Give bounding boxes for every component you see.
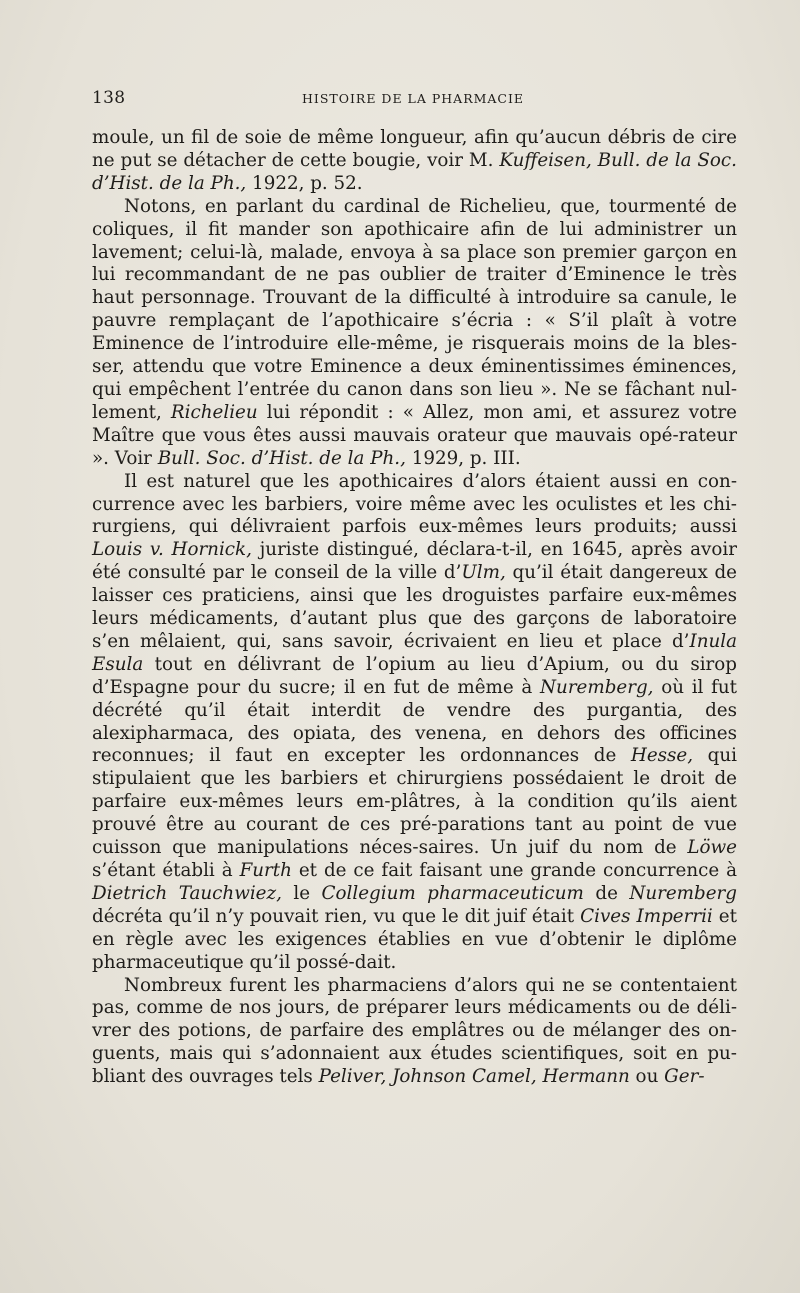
text-run: qu’il était dangereux de laisser ces praticiens, ainsi que les droguistes parfaire eux-mêmes leurs médicaments, d’autant plus que des garçons de laboratoire s’en mêlaient, qui, sans savoir, écrivaient en lieu et place d’ — [92, 562, 738, 652]
text-run: décréta qu’il n’y pouvait rien, vu que le dit juif était — [92, 905, 581, 927]
text-run: où il fut décrété qu’il était interdit de vendre des purgantia, des alexipharmaca, des opiata, des venena, en dehors des officines reconnues; il faut en excepter les ordonnances de — [92, 676, 738, 767]
running-title: HISTOIRE DE LA PHARMACIE — [302, 91, 525, 106]
italic-run: Ulm, — [461, 562, 506, 584]
text-run: de — [583, 882, 630, 904]
italic-run: Louis v. Hornick, — [92, 539, 252, 561]
body-text — [92, 127, 737, 1089]
italic-run: Kuffeisen, Bull. de la Soc. d’Hist. de la Ph., — [92, 149, 737, 194]
page-number: 138 — [92, 88, 126, 108]
italic-run: Richelieu — [170, 401, 258, 423]
text-run: lui répondit : « Allez, mon ami, et assurez votre Maître que vous êtes aussi mauvais orateur que mauvais opé-rateur ». Voir — [92, 401, 738, 469]
text-run: Il est naturel que les apothicaires d’alors étaient aussi en con-currence avec les barbiers, voire même avec les oculistes et les chi-rurgiens, qui délivraient parfois eux-mêmes leurs produits; aussi — [92, 470, 737, 538]
italic-run: Cives Imperrii — [580, 905, 713, 927]
page-header — [92, 88, 737, 110]
italic-run: Ger- — [664, 1066, 705, 1088]
text-run: et de ce fait faisant une grande concurrence à — [291, 860, 737, 881]
paragraph — [92, 127, 737, 196]
paragraph — [92, 471, 737, 975]
text-run: 1929, p. III. — [405, 447, 521, 469]
text-run: et en règle avec les exigences établies en vue d’obtenir le diplôme pharmaceutique qu’il possé-dait. — [92, 905, 737, 973]
text-run: ou — [629, 1066, 665, 1088]
text-run: s’étant établi à — [92, 860, 240, 881]
italic-run: Dietrich Tauchwiez, — [92, 882, 282, 904]
text-run: moule, un fil de soie de même longueur, afin qu’aucun débris de cire ne put se détacher de cette bougie, voir M. — [92, 127, 737, 171]
italic-run: Nuremberg, — [540, 676, 654, 698]
text-run: tout en délivrant de l’opium au lieu d’Apium, ou du sirop d’Espagne pour du sucre; il en fut de même à — [92, 653, 737, 698]
text-run: Nombreux furent les pharmaciens d’alors qui ne se contentaient pas, comme de nos jours, de préparer leurs médicaments ou de déli-vrer des potions, de parfaire des emplâtres ou de mélanger des on-guents, mais qui s’adonnaient aux études scientifiques, soit en pu-bliant des ouvrages tels — [92, 974, 737, 1088]
italic-run: Collegium pharmaceuticum — [321, 882, 584, 904]
text-run: 1922, p. 52. — [246, 172, 363, 194]
italic-run: Nuremberg — [629, 882, 737, 904]
italic-run: Peliver, Johnson Camel, Hermann — [318, 1066, 630, 1088]
italic-run: Hesse, — [630, 745, 694, 767]
text-run: juriste distingué, déclara-t-il, en 1645, après avoir été consulté par le conseil de la ville d’ — [92, 539, 737, 584]
italic-run: Inula Esula — [92, 630, 737, 675]
text-run: Notons, en parlant du cardinal de Richelieu, que, tourmenté de coliques, il fit mander son apothicaire afin de lui administrer un lavement; celui-là, malade, envoya à sa place son premier garçon en lui recommandant de ne pas oublier de traiter d’Eminence le très haut personnage. Trouvant de la difficulté à introduire sa canule, le pauvre remplaçant de l’apothicaire s’écria : « S’il plaît à votre Eminence de l’introduire elle-même, je risquerais moins de la bles-ser, attendu que votre Eminence a deux éminentissimes éminences, qui empêchent l’entrée du canon dans son lieu ». Ne se fâchant nul-lement, — [92, 195, 737, 423]
italic-run: Bull. Soc. d’Hist. de la Ph., — [157, 447, 406, 469]
italic-run: Löwe — [687, 837, 737, 859]
text-run: qui stipulaient que les barbiers et chirurgiens possédaient le droit de parfaire eux-mêmes leurs em-plâtres, à la condition qu’ils aient prouvé être au courant de ces pré-parations tant au point de vue cuisson que manipulations néces-saires. Un juif du nom de — [92, 745, 737, 859]
text-run: le — [281, 882, 322, 904]
paragraph — [92, 196, 737, 471]
paragraph — [92, 975, 737, 1090]
italic-run: Furth — [239, 860, 292, 881]
